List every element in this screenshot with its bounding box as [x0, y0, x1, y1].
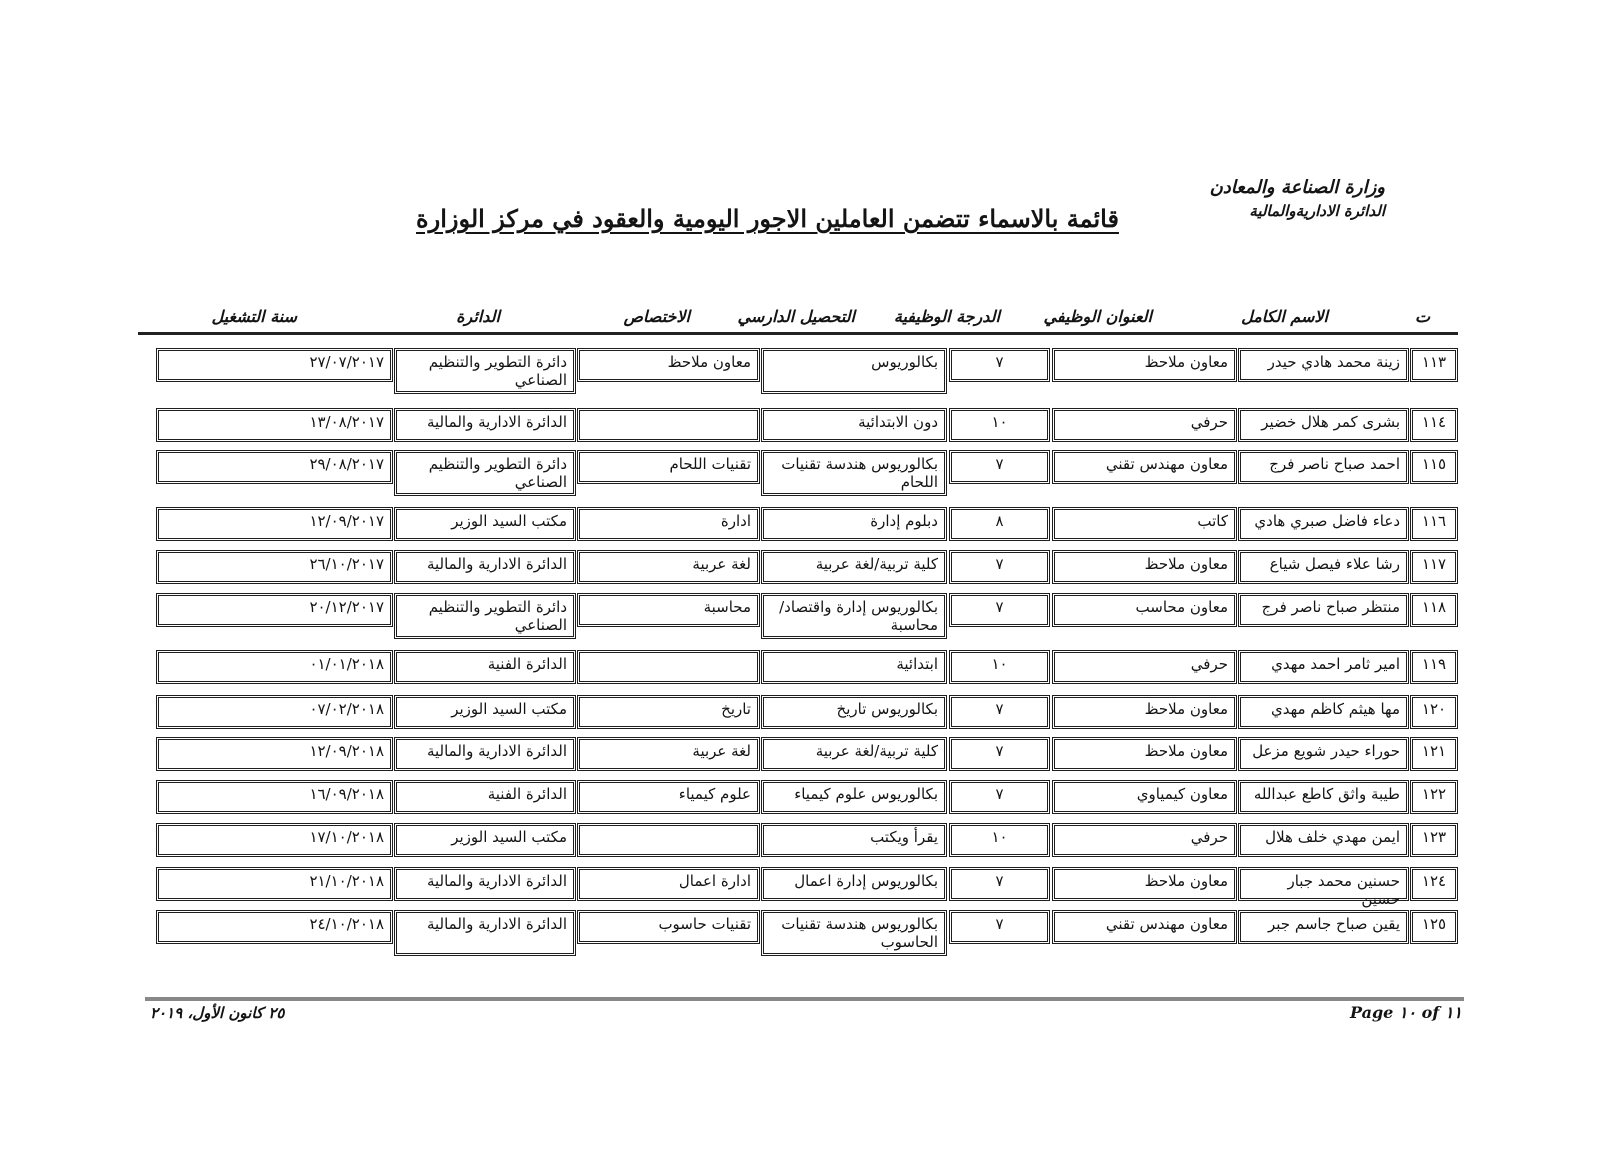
row-start-date: ١٧/١٠/٢٠١٨: [158, 825, 391, 855]
row-specialty: تقنيات حاسوب: [579, 912, 758, 942]
row-specialty: [579, 825, 758, 855]
row-grade: ٨: [951, 509, 1048, 539]
row-education: كلية تربية/لغة عربية: [763, 739, 945, 769]
row-grade: ١٠: [951, 410, 1048, 440]
row-grade: ٧: [951, 739, 1048, 769]
row-education: بكالوريوس هندسة تقنيات اللحام: [763, 452, 945, 494]
row-full-name: حسنين محمد جبار حسين: [1240, 869, 1407, 899]
header-divider: [138, 332, 1458, 335]
row-start-date: ٢٦/١٠/٢٠١٧: [158, 552, 391, 582]
row-specialty: معاون ملاحظ: [579, 350, 758, 380]
department-name: الدائرة الاداريةوالمالية: [1249, 202, 1385, 220]
row-full-name: مها هيثم كاظم مهدي: [1240, 697, 1407, 727]
row-specialty: علوم كيمياء: [579, 782, 758, 812]
row-specialty: لغة عربية: [579, 739, 758, 769]
document-title: قائمة بالاسماء تتضمن العاملين الاجور اليومية والعقود في مركز الوزارة: [416, 204, 1119, 233]
row-grade: ٧: [951, 552, 1048, 582]
row-grade: ٧: [951, 869, 1048, 899]
row-job-title: معاون ملاحظ: [1054, 869, 1235, 899]
row-department: مكتب السيد الوزير: [396, 697, 574, 727]
row-department: الدائرة الادارية والمالية: [396, 912, 574, 954]
row-index: ١١٥: [1412, 452, 1456, 482]
row-job-title: حرفي: [1054, 652, 1235, 682]
row-education: بكالوريوس هندسة تقنيات الحاسوب: [763, 912, 945, 954]
row-grade: ٧: [951, 697, 1048, 727]
row-start-date: ٠١/٠١/٢٠١٨: [158, 652, 391, 682]
row-education: كلية تربية/لغة عربية: [763, 552, 945, 582]
row-job-title: معاون مهندس تقني: [1054, 912, 1235, 942]
row-index: ١١٨: [1412, 595, 1456, 625]
row-education: دبلوم إدارة: [763, 509, 945, 539]
row-index: ١٢٤: [1412, 869, 1456, 899]
row-start-date: ٢١/١٠/٢٠١٨: [158, 869, 391, 899]
row-index: ١١٦: [1412, 509, 1456, 539]
row-department: الدائرة الادارية والمالية: [396, 869, 574, 899]
row-full-name: حوراء حيدر شويع مزعل: [1240, 739, 1407, 769]
row-job-title: حرفي: [1054, 410, 1235, 440]
row-specialty: [579, 410, 758, 440]
row-start-date: ٢٩/٠٨/٢٠١٧: [158, 452, 391, 482]
row-education: بكالوريوس تاريخ: [763, 697, 945, 727]
row-grade: ٧: [951, 350, 1048, 380]
page-number: Page ١٠ of ١١: [1350, 1003, 1462, 1022]
row-index: ١٢١: [1412, 739, 1456, 769]
row-grade: ٧: [951, 452, 1048, 482]
row-full-name: رشا علاء فيصل شياع: [1240, 552, 1407, 582]
row-job-title: معاون كيمياوي: [1054, 782, 1235, 812]
row-index: ١١٧: [1412, 552, 1456, 582]
row-grade: ١٠: [951, 825, 1048, 855]
row-full-name: منتظر صباح ناصر فرج: [1240, 595, 1407, 625]
row-start-date: ٢٠/١٢/٢٠١٧: [158, 595, 391, 625]
row-job-title: كاتب: [1054, 509, 1235, 539]
row-start-date: ١٢/٠٩/٢٠١٧: [158, 509, 391, 539]
row-full-name: امير ثامر احمد مهدي: [1240, 652, 1407, 682]
row-job-title: معاون ملاحظ: [1054, 739, 1235, 769]
row-index: ١٢٣: [1412, 825, 1456, 855]
row-grade: ٧: [951, 782, 1048, 812]
row-start-date: ١٣/٠٨/٢٠١٧: [158, 410, 391, 440]
row-department: الدائرة الفنية: [396, 782, 574, 812]
row-specialty: محاسبة: [579, 595, 758, 625]
row-index: ١١٣: [1412, 350, 1456, 380]
row-index: ١٢٠: [1412, 697, 1456, 727]
row-full-name: دعاء فاضل صبري هادي: [1240, 509, 1407, 539]
row-index: ١٢٢: [1412, 782, 1456, 812]
row-job-title: معاون ملاحظ: [1054, 697, 1235, 727]
row-specialty: [579, 652, 758, 682]
row-full-name: ايمن مهدي خلف هلال: [1240, 825, 1407, 855]
row-education: بكالوريوس علوم كيمياء: [763, 782, 945, 812]
ministry-name: وزارة الصناعة والمعادن: [1209, 177, 1385, 198]
row-department: مكتب السيد الوزير: [396, 825, 574, 855]
column-header-job-title: العنوان الوظيفي: [1043, 307, 1152, 326]
row-index: ١٢٥: [1412, 912, 1456, 942]
row-job-title: معاون محاسب: [1054, 595, 1235, 625]
row-department: الدائرة الفنية: [396, 652, 574, 682]
column-header-department: الدائرة: [456, 307, 500, 326]
column-header-full-name: الاسم الكامل: [1241, 307, 1328, 326]
column-header-index: ت: [1414, 307, 1430, 326]
row-education: بكالوريوس: [763, 350, 945, 392]
column-header-specialty: الاختصاص: [623, 307, 690, 326]
column-header-start-year: سنة التشغيل: [211, 307, 297, 326]
row-grade: ١٠: [951, 652, 1048, 682]
row-specialty: ادارة اعمال: [579, 869, 758, 899]
row-start-date: ٠٧/٠٢/٢٠١٨: [158, 697, 391, 727]
row-start-date: ١٢/٠٩/٢٠١٨: [158, 739, 391, 769]
row-department: الدائرة الادارية والمالية: [396, 552, 574, 582]
row-start-date: ٢٧/٠٧/٢٠١٧: [158, 350, 391, 380]
row-department: دائرة التطوير والتنظيم الصناعي: [396, 595, 574, 637]
footer-divider: [145, 997, 1464, 1001]
row-grade: ٧: [951, 912, 1048, 942]
row-job-title: معاون ملاحظ: [1054, 350, 1235, 380]
row-grade: ٧: [951, 595, 1048, 625]
row-department: مكتب السيد الوزير: [396, 509, 574, 539]
row-job-title: معاون ملاحظ: [1054, 552, 1235, 582]
row-education: ابتدائية: [763, 652, 945, 682]
row-specialty: تاريخ: [579, 697, 758, 727]
row-full-name: زينة محمد هادي حيدر: [1240, 350, 1407, 380]
row-job-title: معاون مهندس تقني: [1054, 452, 1235, 482]
row-department: الدائرة الادارية والمالية: [396, 739, 574, 769]
row-department: الدائرة الادارية والمالية: [396, 410, 574, 440]
row-department: دائرة التطوير والتنظيم الصناعي: [396, 452, 574, 494]
ministry-header: [1210, 176, 1385, 222]
row-full-name: طيبة واثق كاطع عبدالله: [1240, 782, 1407, 812]
row-education: دون الابتدائية: [763, 410, 945, 440]
row-education: بكالوريوس إدارة اعمال: [763, 869, 945, 899]
row-index: ١١٤: [1412, 410, 1456, 440]
row-job-title: حرفي: [1054, 825, 1235, 855]
column-header-grade: الدرجة الوظيفية: [893, 307, 1000, 326]
row-specialty: ادارة: [579, 509, 758, 539]
footer-date: ٢٥ كانون الأول، ٢٠١٩: [150, 1004, 285, 1022]
row-specialty: لغة عربية: [579, 552, 758, 582]
row-start-date: ٢٤/١٠/٢٠١٨: [158, 912, 391, 942]
row-full-name: بشرى كمر هلال خضير: [1240, 410, 1407, 440]
row-department: دائرة التطوير والتنظيم الصناعي: [396, 350, 574, 392]
row-start-date: ١٦/٠٩/٢٠١٨: [158, 782, 391, 812]
row-education: بكالوريوس إدارة واقتصاد/محاسبة: [763, 595, 945, 637]
row-index: ١١٩: [1412, 652, 1456, 682]
row-full-name: يقين صباح جاسم جبر: [1240, 912, 1407, 942]
row-full-name: احمد صباح ناصر فرج: [1240, 452, 1407, 482]
row-education: يقرأ ويكتب: [763, 825, 945, 855]
column-header-education: التحصيل الدارسي: [737, 307, 855, 326]
row-specialty: تقنيات اللحام: [579, 452, 758, 482]
